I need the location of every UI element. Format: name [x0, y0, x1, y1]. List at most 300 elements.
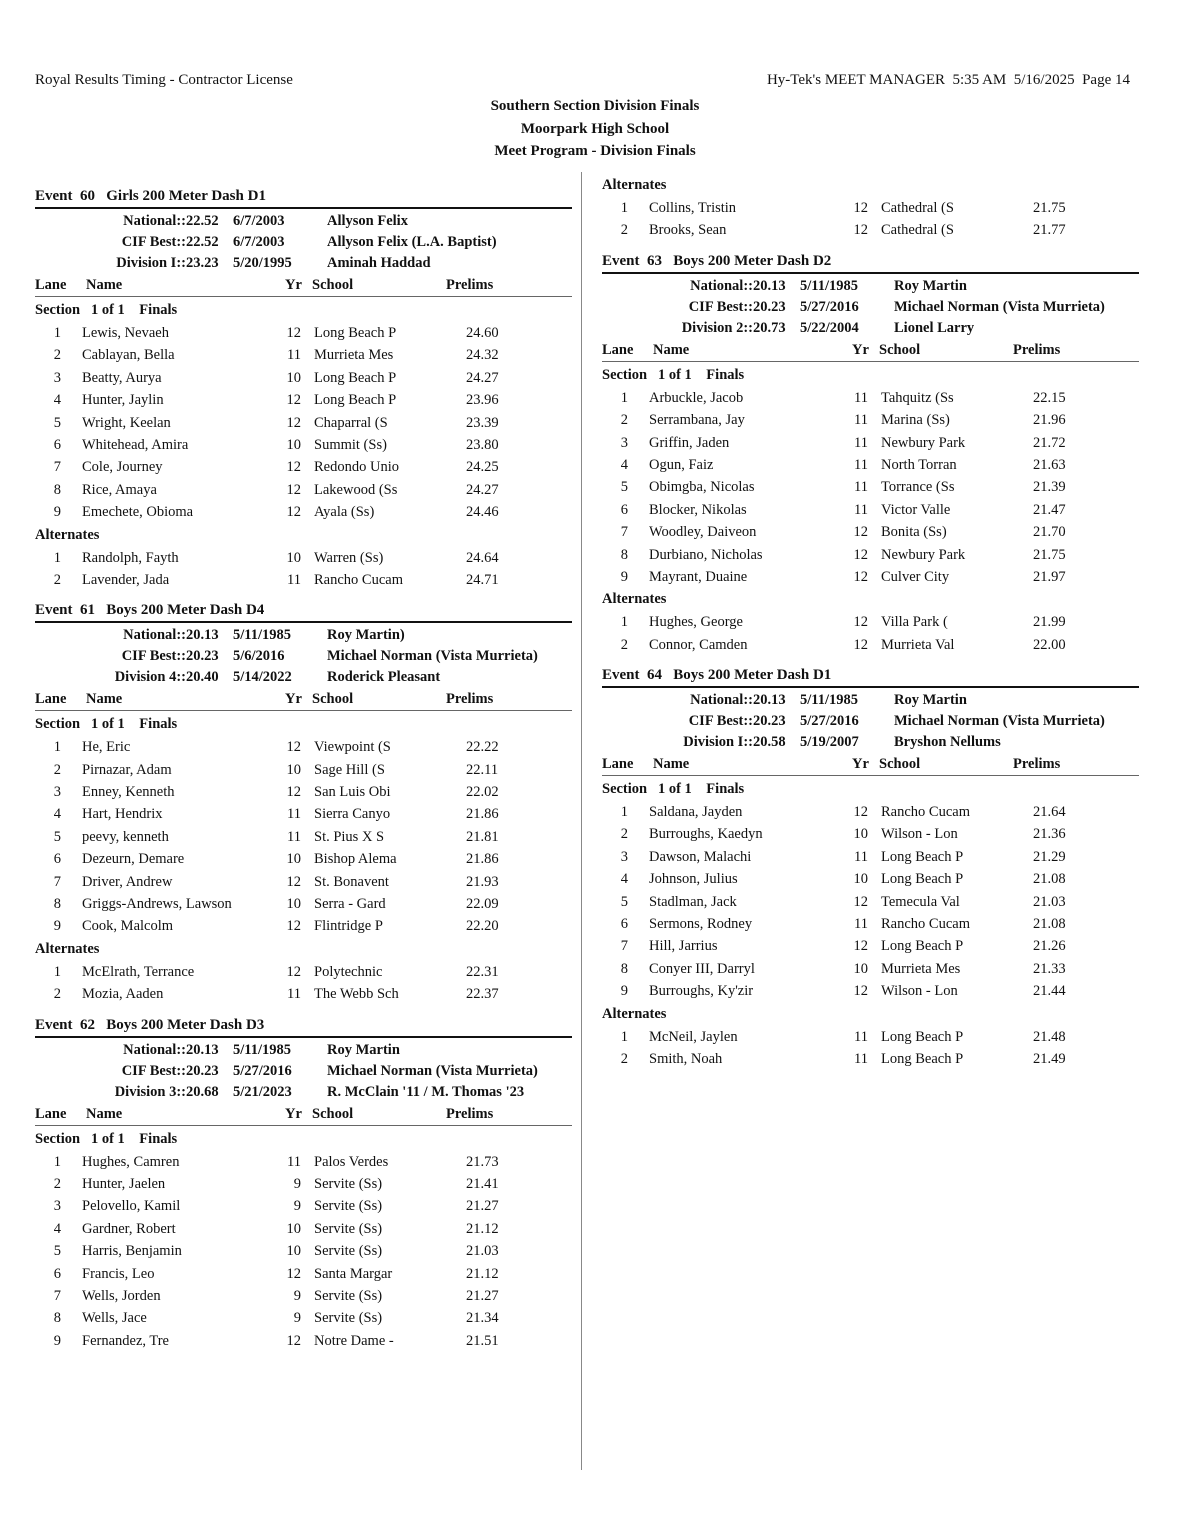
athlete-name: Mozia, Aaden — [82, 986, 164, 1003]
athlete-name: Lewis, Nevaeh — [82, 325, 169, 341]
athlete-year: 10 — [286, 761, 301, 778]
athlete-prelim-time: 21.86 — [466, 851, 499, 868]
record-label: National:: — [690, 692, 753, 709]
athlete-row — [35, 322, 572, 344]
athlete-year: 9 — [293, 1310, 301, 1327]
athlete-prelim-time: 24.46 — [466, 504, 499, 521]
athlete-name: Wright, Keelan — [82, 414, 171, 431]
athlete-school: Marina (Ss) — [881, 412, 950, 429]
athlete-name: Pirnazar, Adam — [82, 761, 172, 778]
athlete-name: Griffin, Jaden — [649, 434, 730, 451]
athlete-lane: 9 — [620, 568, 628, 585]
event-block — [35, 1015, 572, 1353]
record-label: National:: — [123, 627, 186, 644]
page-titles — [0, 95, 1190, 163]
athlete-school: Bonita (Ss) — [881, 524, 947, 541]
header-lane: Lane — [35, 1105, 67, 1122]
record-date: 5/11/1985 — [800, 692, 859, 709]
athlete-name: Randolph, Fayth — [82, 549, 179, 566]
athlete-name: Francis, Leo — [82, 1265, 155, 1282]
header-yr: Yr — [285, 691, 302, 708]
athlete-name: Johnson, Julius — [649, 871, 738, 888]
athlete-row — [35, 389, 572, 411]
record-row — [602, 711, 1139, 732]
header-lane: Lane — [35, 691, 67, 708]
record-label: Division 3:: — [114, 1083, 186, 1100]
athlete-prelim-time: 22.11 — [466, 761, 499, 778]
athlete-prelim-time: 21.36 — [1033, 826, 1066, 843]
athlete-school: Tahquitz (Ss — [881, 389, 954, 406]
athlete-name: Lavender, Jada — [82, 571, 170, 588]
athlete-name: Burroughs, Ky'zir — [649, 983, 754, 1000]
record-date: 6/7/2003 — [233, 234, 285, 250]
athlete-lane: 6 — [53, 436, 61, 453]
athlete-lane: 5 — [620, 893, 628, 910]
athlete-lane: 8 — [53, 896, 61, 913]
athlete-lane: 9 — [53, 504, 61, 521]
athlete-row — [602, 409, 1139, 431]
athlete-name: Brooks, Sean — [649, 222, 727, 239]
athlete-lane: 7 — [53, 873, 61, 890]
header-school: School — [312, 1105, 354, 1122]
record-time: 22.52 — [186, 213, 219, 229]
record-date: 5/19/2007 — [800, 734, 859, 751]
record-row — [35, 253, 572, 274]
athlete-lane: 3 — [620, 434, 628, 451]
athlete-name: Stadlman, Jack — [649, 893, 737, 910]
record-holder: Roy Martin — [327, 1041, 400, 1058]
athlete-school: Murrieta Val — [881, 636, 955, 653]
athlete-prelim-time: 22.09 — [466, 896, 499, 913]
athlete-row — [35, 547, 572, 569]
athlete-prelim-time: 22.00 — [1033, 636, 1066, 653]
athlete-name: Cole, Journey — [82, 459, 163, 476]
meet-title: Southern Section Division Finals — [490, 98, 700, 114]
athlete-row — [602, 611, 1139, 633]
athlete-lane: 5 — [620, 479, 628, 496]
record-row — [35, 1061, 572, 1082]
athlete-year: 11 — [854, 434, 868, 451]
athlete-name: Enney, Kenneth — [82, 784, 175, 801]
athlete-lane: 1 — [620, 804, 628, 821]
athlete-prelim-time: 24.60 — [466, 325, 499, 341]
record-date: 6/7/2003 — [233, 213, 285, 229]
athlete-row — [35, 1195, 572, 1217]
athlete-lane: 5 — [53, 1243, 61, 1260]
athlete-prelim-time: 21.47 — [1033, 501, 1066, 518]
event-title: Event 63 Boys 200 Meter Dash D2 — [602, 251, 1139, 274]
athlete-lane: 3 — [620, 848, 628, 865]
athlete-year: 11 — [287, 986, 301, 1003]
athlete-school: Murrieta Mes — [314, 347, 394, 364]
athlete-year: 11 — [854, 456, 868, 473]
header-lane: Lane — [602, 756, 634, 773]
athlete-lane: 2 — [620, 1050, 628, 1067]
athlete-name: Serrambana, Jay — [649, 412, 745, 429]
header-school: School — [312, 277, 354, 293]
column-header — [602, 340, 1139, 362]
record-label: CIF Best:: — [121, 234, 186, 250]
athlete-lane: 7 — [53, 1287, 61, 1304]
athlete-year: 11 — [287, 571, 301, 588]
athlete-lane: 8 — [53, 481, 61, 498]
athlete-prelim-time: 21.39 — [1033, 479, 1066, 496]
athlete-row — [602, 980, 1139, 1002]
athlete-name: Obimgba, Nicolas — [649, 479, 755, 496]
athlete-year: 10 — [853, 960, 868, 977]
athlete-prelim-time: 21.63 — [1033, 456, 1066, 473]
athlete-name: Gardner, Robert — [82, 1220, 176, 1237]
athlete-row — [35, 983, 572, 1005]
athlete-prelim-time: 22.02 — [466, 784, 499, 801]
athlete-prelim-time: 21.81 — [466, 828, 499, 845]
athlete-prelim-time: 21.08 — [1033, 871, 1066, 888]
athlete-lane: 6 — [53, 1265, 61, 1282]
athlete-name: Wells, Jorden — [82, 1287, 161, 1304]
athlete-school: Long Beach P — [881, 871, 964, 888]
athlete-year: 12 — [853, 200, 868, 216]
athlete-name: Sermons, Rodney — [649, 916, 753, 933]
athlete-school: Cathedral (S — [881, 200, 954, 216]
athlete-prelim-time: 21.33 — [1033, 960, 1066, 977]
athlete-school: Servite (Ss) — [314, 1243, 383, 1260]
athlete-year: 10 — [286, 436, 301, 453]
record-label: National:: — [123, 1041, 186, 1058]
athlete-school: Newbury Park — [881, 434, 966, 451]
athlete-year: 10 — [853, 871, 868, 888]
header-yr: Yr — [852, 341, 869, 358]
athlete-row — [35, 1285, 572, 1307]
record-time: 20.40 — [186, 669, 219, 686]
records-table — [602, 276, 1139, 339]
athlete-prelim-time: 21.75 — [1033, 200, 1066, 216]
athlete-row — [602, 476, 1139, 498]
record-time: 20.13 — [753, 277, 786, 294]
record-label: National:: — [123, 213, 186, 229]
athlete-lane: 7 — [620, 524, 628, 541]
athlete-name: Hughes, Camren — [82, 1153, 180, 1170]
event-title: Event 61 Boys 200 Meter Dash D4 — [35, 600, 572, 623]
athlete-name: Pelovello, Kamil — [82, 1198, 181, 1215]
section-label: Section 1 of 1 Finals — [35, 302, 178, 318]
athlete-name: Beatty, Aurya — [82, 369, 162, 386]
athlete-school: Ayala (Ss) — [314, 504, 375, 521]
athlete-school: Sierra Canyo — [314, 806, 391, 823]
athlete-lane: 1 — [620, 200, 628, 216]
athlete-lane: 2 — [53, 986, 61, 1003]
athlete-school: Redondo Unio — [314, 459, 399, 476]
athlete-school: Santa Margar — [314, 1265, 393, 1282]
program-title: Meet Program - Division Finals — [494, 143, 696, 159]
athlete-year: 11 — [287, 347, 301, 364]
athlete-year: 10 — [286, 369, 301, 386]
header-name: Name — [653, 341, 690, 358]
record-time: 22.52 — [186, 234, 219, 250]
athlete-lane: 2 — [53, 571, 61, 588]
athlete-row — [602, 634, 1139, 656]
athlete-year: 12 — [286, 963, 301, 980]
record-label: Division I:: — [683, 734, 753, 751]
section-label: Section 1 of 1 Finals — [35, 716, 178, 733]
athlete-year: 12 — [286, 1265, 301, 1282]
header-prelims: Prelims — [1013, 756, 1061, 773]
record-row — [35, 232, 572, 253]
alternates-label: Alternates — [35, 526, 100, 543]
athlete-prelim-time: 21.29 — [1033, 848, 1066, 865]
athlete-school: Long Beach P — [881, 848, 964, 865]
athlete-prelim-time: 21.70 — [1033, 524, 1066, 541]
athlete-lane: 1 — [620, 389, 628, 406]
athlete-row — [602, 1026, 1139, 1048]
athlete-row — [35, 1330, 572, 1352]
record-date: 5/11/1985 — [233, 627, 292, 644]
athlete-name: Whitehead, Amira — [82, 436, 189, 453]
athlete-prelim-time: 21.93 — [466, 873, 499, 890]
athlete-prelim-time: 21.48 — [1033, 1028, 1066, 1045]
header-prelims: Prelims — [446, 1105, 494, 1122]
athlete-lane: 3 — [53, 369, 61, 386]
athlete-year: 12 — [853, 938, 868, 955]
athlete-lane: 2 — [620, 412, 628, 429]
athlete-prelim-time: 21.26 — [1033, 938, 1066, 955]
athlete-school: Long Beach P — [881, 938, 964, 955]
athlete-lane: 7 — [620, 938, 628, 955]
athlete-school: Flintridge P — [314, 918, 383, 935]
athlete-prelim-time: 23.80 — [466, 436, 499, 453]
athlete-lane: 2 — [620, 636, 628, 653]
record-row — [35, 646, 572, 667]
athlete-prelim-time: 22.22 — [466, 739, 499, 756]
athlete-year: 12 — [286, 481, 301, 498]
athlete-school: Polytechnic — [314, 963, 383, 980]
athlete-row — [35, 915, 572, 937]
athlete-school: Bishop Alema — [314, 851, 397, 868]
header-name: Name — [653, 756, 690, 773]
athlete-row — [35, 569, 572, 591]
athlete-lane: 8 — [620, 546, 628, 563]
record-holder: Michael Norman (Vista Murrieta) — [894, 298, 1105, 315]
record-time: 20.13 — [186, 1041, 219, 1058]
header-name: Name — [86, 277, 123, 293]
athlete-year: 12 — [853, 804, 868, 821]
athlete-school: Long Beach P — [314, 392, 397, 409]
athlete-school: Servite (Ss) — [314, 1287, 383, 1304]
athlete-school: Rancho Cucam — [881, 916, 970, 933]
athlete-school: Warren (Ss) — [314, 549, 384, 566]
athlete-year: 12 — [853, 524, 868, 541]
record-label: Division 2:: — [681, 319, 753, 336]
athlete-row — [35, 1151, 572, 1173]
record-date: 5/14/2022 — [233, 669, 292, 686]
athlete-year: 11 — [854, 501, 868, 518]
athlete-lane: 1 — [53, 963, 61, 980]
athlete-lane: 5 — [53, 414, 61, 431]
record-label: CIF Best:: — [121, 648, 186, 665]
athlete-prelim-time: 21.27 — [466, 1198, 499, 1215]
athlete-row — [35, 871, 572, 893]
athlete-school: Palos Verdes — [314, 1153, 389, 1170]
athlete-school: Long Beach P — [881, 1028, 964, 1045]
athlete-year: 12 — [286, 392, 301, 409]
record-label: Division 4:: — [114, 669, 186, 686]
record-row — [602, 318, 1139, 339]
athlete-lane: 4 — [620, 871, 628, 888]
athlete-prelim-time: 21.12 — [466, 1265, 499, 1282]
athlete-year: 10 — [286, 896, 301, 913]
athlete-row — [602, 1048, 1139, 1070]
athlete-year: 12 — [853, 614, 868, 631]
header-school: School — [879, 341, 921, 358]
athlete-name: Rice, Amaya — [82, 481, 157, 498]
venue-title: Moorpark High School — [520, 120, 670, 137]
section-label: Section 1 of 1 Finals — [35, 1130, 178, 1147]
record-row — [602, 276, 1139, 297]
record-holder: Roderick Pleasant — [327, 669, 441, 686]
record-time: 20.23 — [186, 1062, 219, 1079]
event-title: Event 60 Girls 200 Meter Dash D1 — [35, 186, 572, 209]
record-row — [602, 690, 1139, 711]
athlete-school: The Webb Sch — [314, 986, 399, 1003]
event-title: Event 64 Boys 200 Meter Dash D1 — [602, 665, 1139, 688]
event-block — [35, 600, 572, 1005]
column-header — [602, 754, 1139, 776]
record-time: 20.58 — [753, 734, 786, 751]
athlete-row — [35, 961, 572, 983]
header-yr: Yr — [852, 756, 869, 773]
athlete-name: Hughes, George — [649, 614, 743, 631]
athlete-name: Dawson, Malachi — [649, 848, 752, 865]
athlete-school: Wilson - Lon — [881, 826, 958, 843]
athlete-lane: 6 — [620, 501, 628, 518]
athlete-row — [602, 891, 1139, 913]
record-row — [35, 1040, 572, 1061]
athlete-school: Summit (Ss) — [314, 436, 387, 453]
athlete-school: Serra - Gard — [314, 896, 386, 913]
record-time: 20.23 — [753, 713, 786, 730]
athlete-prelim-time: 21.64 — [1033, 804, 1066, 821]
left-column — [35, 186, 572, 1361]
athlete-name: Harris, Benjamin — [82, 1243, 182, 1260]
athlete-prelim-time: 24.71 — [466, 571, 499, 588]
athlete-name: Collins, Tristin — [649, 200, 737, 216]
athlete-school: Rancho Cucam — [314, 571, 403, 588]
record-date: 5/20/1995 — [233, 255, 292, 271]
event-block — [35, 186, 572, 591]
athlete-name: Saldana, Jayden — [649, 804, 743, 821]
athlete-year: 10 — [286, 1220, 301, 1237]
athlete-school: Chaparral (S — [314, 414, 388, 431]
record-holder: Michael Norman (Vista Murrieta) — [894, 713, 1105, 730]
athlete-school: Servite (Ss) — [314, 1198, 383, 1215]
athlete-school: Culver City — [881, 568, 950, 585]
athlete-name: Dezeurn, Demare — [82, 851, 185, 868]
athlete-prelim-time: 21.73 — [466, 1153, 499, 1170]
athlete-prelim-time: 23.96 — [466, 392, 499, 409]
athlete-row — [35, 456, 572, 478]
header-lane: Lane — [602, 341, 634, 358]
athlete-year: 12 — [286, 414, 301, 431]
athlete-row — [35, 367, 572, 389]
athlete-year: 11 — [854, 848, 868, 865]
athlete-prelim-time: 21.12 — [466, 1220, 499, 1237]
section-label: Section 1 of 1 Finals — [602, 781, 745, 798]
record-date: 5/11/1985 — [233, 1041, 292, 1058]
athlete-year: 9 — [293, 1175, 301, 1192]
athlete-prelim-time: 21.03 — [1033, 893, 1066, 910]
athlete-row — [35, 344, 572, 366]
athlete-name: Wells, Jace — [82, 1310, 147, 1327]
athlete-year: 12 — [286, 1332, 301, 1349]
athlete-school: Servite (Ss) — [314, 1310, 383, 1327]
athlete-prelim-time: 21.97 — [1033, 568, 1066, 585]
athlete-row — [35, 826, 572, 848]
athlete-lane: 4 — [620, 456, 628, 473]
record-holder: Michael Norman (Vista Murrieta) — [327, 1062, 538, 1079]
athlete-lane: 6 — [53, 851, 61, 868]
athlete-school: Viewpoint (S — [314, 739, 391, 756]
header-prelims: Prelims — [446, 277, 494, 293]
athlete-row — [602, 454, 1139, 476]
athlete-prelim-time: 21.96 — [1033, 412, 1066, 429]
record-holder: Lionel Larry — [894, 319, 975, 336]
athlete-name: Cook, Malcolm — [82, 918, 174, 935]
right-column — [602, 174, 1139, 1079]
athlete-row — [35, 1240, 572, 1262]
record-holder: Roy Martin) — [327, 627, 405, 644]
athlete-year: 11 — [287, 1153, 301, 1170]
athlete-lane: 1 — [53, 739, 61, 756]
header-yr: Yr — [285, 1105, 302, 1122]
header-lane: Lane — [35, 277, 67, 293]
record-label: CIF Best:: — [688, 713, 753, 730]
header-prelims: Prelims — [446, 691, 494, 708]
record-date: 5/21/2023 — [233, 1083, 292, 1100]
athlete-row — [35, 1173, 572, 1195]
athlete-school: St. Pius X S — [314, 828, 385, 845]
header-yr: Yr — [285, 277, 302, 293]
athlete-row — [35, 893, 572, 915]
header-name: Name — [86, 1105, 123, 1122]
athlete-name: peevy, kenneth — [82, 828, 169, 845]
records-table — [35, 211, 572, 274]
athlete-row — [602, 566, 1139, 588]
athlete-year: 12 — [286, 739, 301, 756]
athlete-prelim-time: 21.99 — [1033, 614, 1066, 631]
athlete-lane: 7 — [53, 459, 61, 476]
record-date: 5/27/2016 — [233, 1062, 292, 1079]
athlete-name: Hunter, Jaelen — [82, 1175, 166, 1192]
column-header — [35, 1104, 572, 1126]
athlete-row — [35, 736, 572, 758]
athlete-name: Hart, Hendrix — [82, 806, 163, 823]
athlete-name: Cablayan, Bella — [82, 347, 175, 364]
athlete-name: Griggs-Andrews, Lawson — [82, 896, 232, 913]
record-row — [602, 732, 1139, 753]
athlete-prelim-time: 21.44 — [1033, 983, 1066, 1000]
athlete-year: 11 — [854, 1050, 868, 1067]
athlete-name: Woodley, Daiveon — [649, 524, 757, 541]
athlete-school: Newbury Park — [881, 546, 966, 563]
athlete-prelim-time: 21.08 — [1033, 916, 1066, 933]
records-table — [602, 690, 1139, 753]
athlete-row — [35, 434, 572, 456]
athlete-prelim-time: 24.25 — [466, 459, 499, 476]
athlete-year: 12 — [286, 918, 301, 935]
records-table — [35, 625, 572, 688]
athlete-year: 12 — [853, 893, 868, 910]
athlete-year: 12 — [286, 873, 301, 890]
alternates-label: Alternates — [602, 177, 667, 193]
